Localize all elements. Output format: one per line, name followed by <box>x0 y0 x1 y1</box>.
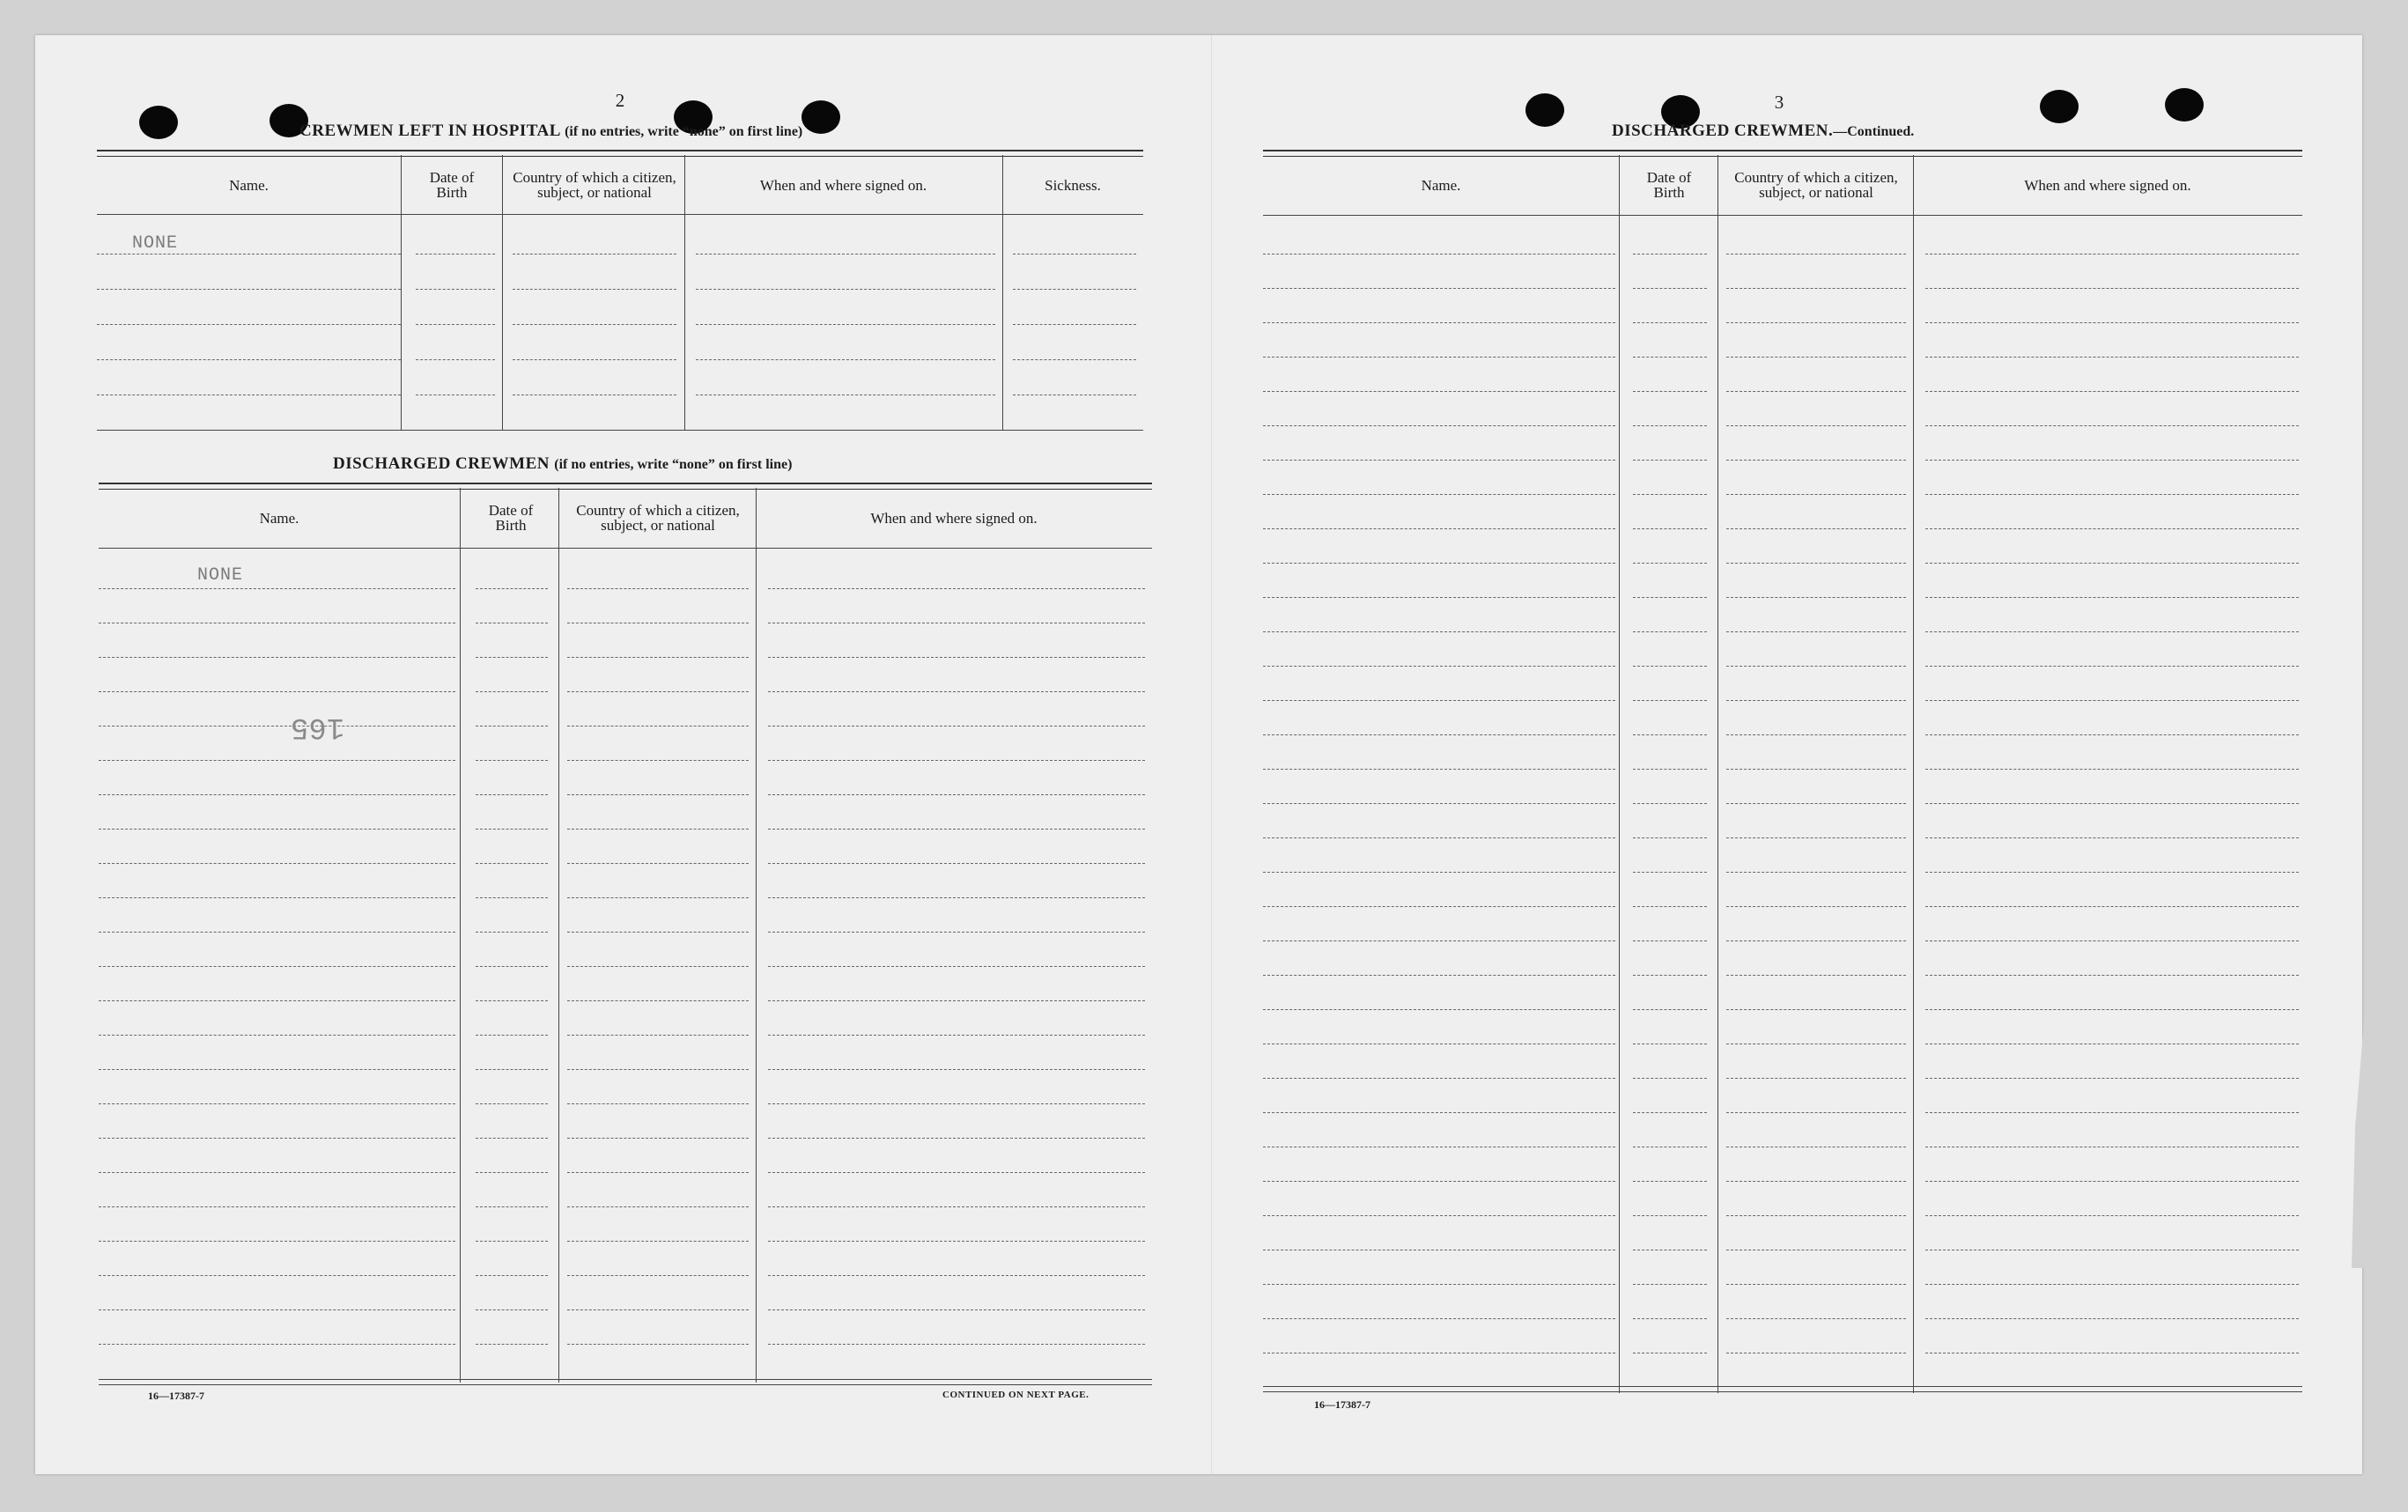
punch-hole <box>2165 88 2204 122</box>
discharged-title-note: (if no entries, write “none” on first line) <box>554 457 793 472</box>
punch-hole <box>139 106 178 139</box>
hospital-title-text: CREWMEN LEFT IN HOSPITAL <box>299 122 560 140</box>
hospital-title-note: (if no entries, write “none” on first line) <box>565 124 803 139</box>
discharged-title-text: DISCHARGED CREWMEN <box>333 454 550 473</box>
column-header-date-of-birth: Date of Birth <box>488 502 534 534</box>
discharged-continued-title <box>1612 122 1914 141</box>
column-header-signed-on: When and where signed on. <box>870 509 1038 527</box>
hospital-section-title <box>299 122 802 141</box>
punch-hole <box>801 100 840 134</box>
column-header-signed-on: When and where signed on. <box>759 176 927 194</box>
column-header-sickness: Sickness. <box>1045 176 1101 194</box>
column-header-signed-on: When and where signed on. <box>2024 176 2191 194</box>
page-fold <box>1211 35 1213 1474</box>
column-header-country: Country of which a citizen, subject, or national <box>1734 169 1898 201</box>
column-header-date-of-birth: Date of Birth <box>429 169 475 201</box>
punch-hole <box>1525 93 1564 127</box>
discharged-entry-none: NONE <box>197 565 244 586</box>
discharged-table <box>99 483 1152 1383</box>
discharged-continued-table <box>1263 150 2302 1393</box>
hospital-entry-none: NONE <box>132 233 179 254</box>
column-header-country: Country of which a citizen, subject, or national <box>513 169 676 201</box>
column-header-country: Country of which a citizen, subject, or national <box>576 502 740 534</box>
punch-hole <box>2040 90 2079 123</box>
column-header-name: Name. <box>229 176 269 194</box>
page-number-right: 3 <box>1774 92 1784 113</box>
form-number-left: 16—17387-7 <box>148 1390 204 1402</box>
discharged-section-title <box>333 454 792 474</box>
column-header-name: Name. <box>259 509 299 527</box>
hospital-table <box>97 150 1143 431</box>
continued-note: CONTINUED ON NEXT PAGE. <box>942 1390 1090 1400</box>
faint-stamp-number: 165 <box>291 710 345 743</box>
column-header-name: Name. <box>1421 176 1461 194</box>
discharged-continued-title-text: DISCHARGED CREWMEN. <box>1612 122 1834 140</box>
form-number-right: 16—17387-7 <box>1314 1398 1370 1411</box>
discharged-continued-suffix: —Continued. <box>1833 124 1915 139</box>
column-header-date-of-birth: Date of Birth <box>1646 169 1692 201</box>
page-number-left: 2 <box>615 90 625 111</box>
